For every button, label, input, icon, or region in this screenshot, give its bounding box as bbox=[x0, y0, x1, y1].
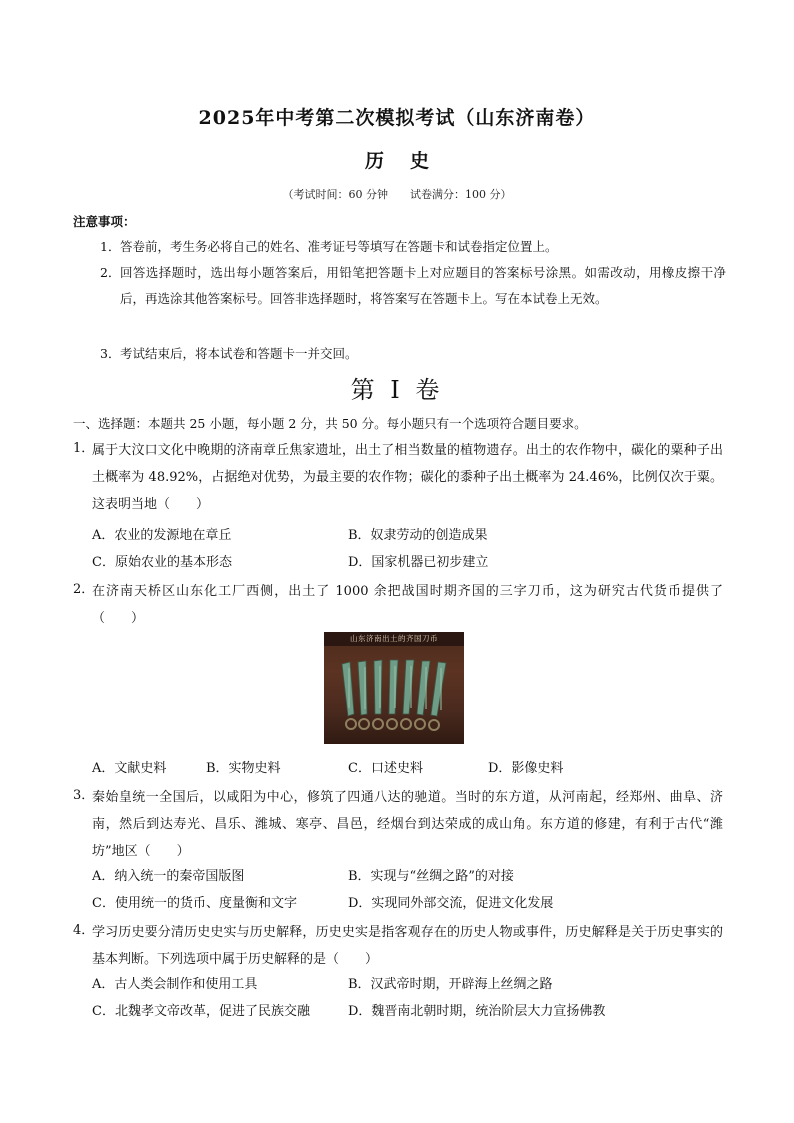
option-d[interactable]: D．魏晋南北朝时期，统治阶层大力宣扬佛教 bbox=[348, 1004, 606, 1019]
question-number: 1． bbox=[73, 441, 95, 456]
question-text: 属于大汶口文化中晚期的济南章丘焦家遗址，出土了相当数量的植物遗存。出土的农作物中，碳化的粟种子出土概率为 48.92%，占据绝对优势，为最主要的农作物；碳化的黍种子出土概率为 24.46%，比例仅次于粟。这表明当地（ ） bbox=[92, 443, 723, 512]
exam-title: 2025年中考第二次模拟考试（山东济南卷） bbox=[198, 107, 596, 129]
part-description: 一、选择题：本题共 25 小题，每小题 2 分，共 50 分。每小题只有一个选项符合题目要求。 bbox=[73, 416, 587, 431]
option-b[interactable]: B．汉武帝时期，开辟海上丝绸之路 bbox=[348, 977, 553, 992]
question-text: 在济南天桥区山东化工厂西侧，出土了 1000 余把战国时期齐国的三字刀币，这为研究古代货币提供了（ ） bbox=[92, 584, 723, 626]
option-d[interactable]: D．实现同外部交流，促进文化发展 bbox=[348, 896, 554, 911]
option-d[interactable]: D．国家机器已初步建立 bbox=[348, 555, 489, 570]
option-a[interactable]: A．文献史料 bbox=[92, 761, 167, 776]
option-c[interactable]: C．原始农业的基本形态 bbox=[92, 555, 232, 570]
image-caption: 山东济南出土的齐国刀币 bbox=[324, 632, 464, 646]
option-a[interactable]: A．古人类会制作和使用工具 bbox=[92, 977, 258, 992]
option-a[interactable]: A．农业的发源地在章丘 bbox=[92, 528, 232, 543]
question-number: 3． bbox=[73, 788, 95, 803]
exam-info: （考试时间：60 分钟 试卷满分：100 分） bbox=[282, 188, 512, 201]
notice-item-text: 回答选择题时，选出每小题答案后，用铅笔把答题卡上对应题目的答案标号涂黑。如需改动，用橡皮擦干净后，再选涂其他答案标号。回答非选择题时，将答案写在答题卡上。写在本试卷上无效。 bbox=[120, 265, 726, 306]
option-b[interactable]: B．实现与“丝绸之路”的对接 bbox=[348, 869, 514, 884]
option-d[interactable]: D．影像史料 bbox=[488, 761, 564, 776]
knife-coins-illustration bbox=[324, 632, 464, 744]
question-text: 学习历史要分清历史史实与历史解释，历史史实是指客观存在的历史人物或事件，历史解释是关于历史事实的基本判断。下列选项中属于历史解释的是（ ） bbox=[92, 925, 723, 967]
notice-item-text: 答卷前，考生务必将自己的姓名、准考证号等填写在答题卡和试卷指定位置上。 bbox=[120, 239, 558, 254]
option-c[interactable]: C．北魏孝文帝改革，促进了民族交融 bbox=[92, 1004, 310, 1019]
notice-item-number: 1． bbox=[100, 239, 121, 254]
notice-item-number: 3． bbox=[100, 346, 121, 361]
option-b[interactable]: B．奴隶劳动的创造成果 bbox=[348, 528, 488, 543]
option-a[interactable]: A．纳入统一的秦帝国版图 bbox=[92, 869, 245, 884]
option-b[interactable]: B．实物史料 bbox=[206, 761, 281, 776]
notice-item-number: 2． bbox=[100, 265, 121, 280]
knife-coins-image bbox=[324, 632, 464, 744]
question-number: 4． bbox=[73, 923, 95, 938]
notice-item-text: 考试结束后，将本试卷和答题卡一并交回。 bbox=[120, 346, 358, 361]
section-title: 第 I 卷 bbox=[350, 376, 444, 404]
subject-title: 历史 bbox=[364, 150, 455, 172]
question-text: 秦始皇统一全国后，以咸阳为中心，修筑了四通八达的驰道。当时的东方道，从河南起，经郑州、曲阜、济南，然后到达寿光、昌乐、潍城、寒亭、昌邑，经烟台到达荣成的成山角。东方道的修建，有利于古代“潍坊”地区（ ） bbox=[92, 790, 723, 859]
notice-heading: 注意事项： bbox=[73, 214, 136, 229]
option-c[interactable]: C．口述史料 bbox=[348, 761, 423, 776]
question-number: 2． bbox=[73, 582, 95, 597]
option-c[interactable]: C．使用统一的货币、度量衡和文字 bbox=[92, 896, 297, 911]
